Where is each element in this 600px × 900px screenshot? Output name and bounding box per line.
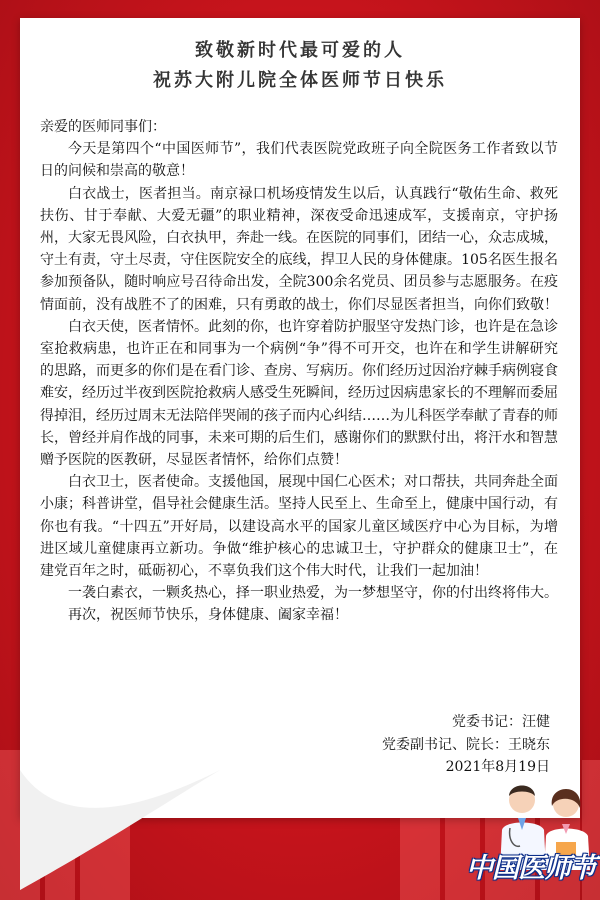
letter-paragraph-3: 白衣天使，医者情怀。此刻的你，也许穿着防护服坚守发热门诊，也许是在急诊室抢救病患，也许正在和同事为一个病例“争”得不可开交，也许在和学生讲解研究的思路，而更多的你们是在看门诊、查房、写病历。你们经历过因治疗棘手病例寝食难安，经历过半夜到医院抢救病人感受生死瞬间，经历过因病患家长的不理解而委屈得掉泪，经历过周末无法陪伴哭闹的孩子而内心纠结……为儿科医学奉献了青春的师长，曾经并肩作战的同事，未来可期的后生们，感谢你们的默默付出，将汗水和智慧赠予医院的医教研，尽显医者情怀，给你们点赞！ [40, 318, 558, 469]
letter-title [20, 36, 580, 96]
signature-date: 2021年8月19日 [445, 759, 550, 775]
china-doctors-day-logo: 中国医师节 [466, 853, 596, 884]
title-line-1: 致敬新时代最可爱的人 [195, 40, 405, 61]
paper-curl-decoration [20, 770, 220, 890]
signature-president: 党委副书记、院长：王晓东 [382, 737, 550, 753]
letter-paragraph-4: 白衣卫士，医者使命。支援他国，展现中国仁心医术；对口帮扶，共同奔赴全面小康；科普讲堂，倡导社会健康生活。坚持人民至上、生命至上，健康中国行动，有你也有我。“十四五”开好局，以建设高水平的国家儿童区域医疗中心为目标，为增进区域儿童健康再立新功。争做“维护核心的忠诚卫士，守护群众的健康卫士”，在建党百年之时，砥砺初心，不辜负我们这个伟大时代，让我们一起加油！ [40, 474, 558, 580]
letter-body [40, 116, 558, 627]
letter-greeting: 亲爱的医师同事们： [40, 119, 166, 135]
letter-paragraph-5: 一袭白素衣，一颗炙热心，择一职业热爱，为一梦想坚守，你的付出终将伟大。 [68, 585, 558, 602]
letter-paragraph-2: 白衣战士，医者担当。南京禄口机场疫情发生以后，认真践行“敬佑生命、救死扶伤、甘于奉献、大爱无疆”的职业精神，深夜受命迅速成军，支援南京，守护扬州，大家无畏风险，白衣执甲，奔赴一线。在医院的同事们，团结一心，众志成城，守土有责，守土尽责，守住医院安全的底线，捍卫人民的身体健康。105名医生报名参加预备队，随时响应号召待命出发，全院300余名党员、团员参与志愿服务。在疫情面前，没有战胜不了的困难，只有勇敢的战士，你们尽显医者担当，向你们致敬！ [40, 185, 558, 313]
signature-party-secretary: 党委书记：汪健 [452, 714, 550, 730]
letter-paragraph-6: 再次，祝医师节快乐，身体健康、阖家幸福！ [68, 607, 348, 624]
title-line-2: 祝苏大附儿院全体医师节日快乐 [153, 70, 447, 91]
letter-paragraph-1: 今天是第四个“中国医师节”，我们代表医院党政班子向全院医务工作者致以节日的问候和崇高的敬意！ [40, 141, 558, 180]
